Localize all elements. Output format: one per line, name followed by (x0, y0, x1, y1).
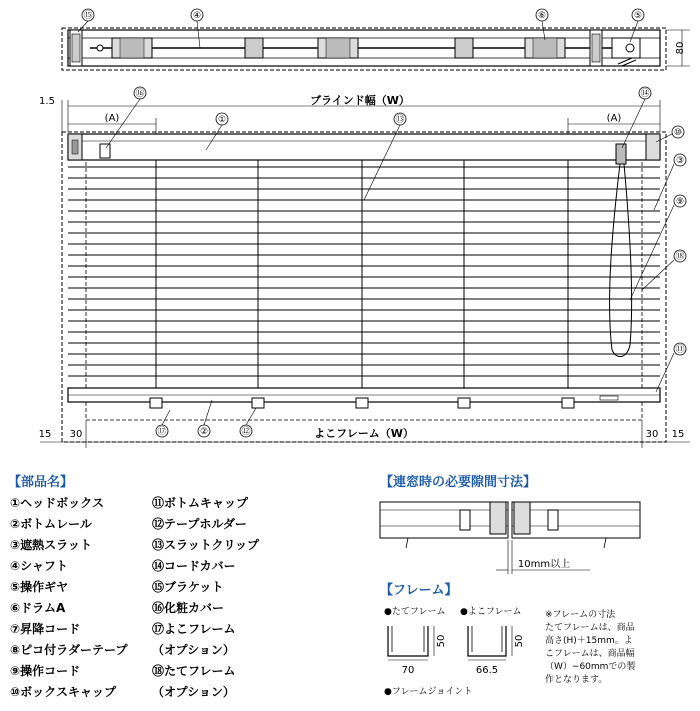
part-right-5: ⑮ブラケット (152, 580, 224, 594)
part-left-9: ⑨操作コード (10, 664, 81, 678)
svg-text:③: ③ (675, 156, 685, 166)
callout-5 (630, 9, 644, 42)
part-right-10: （オプション） (152, 685, 235, 699)
part-right-3: ⑬スラットクリップ (152, 538, 260, 552)
svg-text:⑭: ⑭ (640, 89, 650, 99)
part-left-8: ⑧ピコ付ラダーテープ (10, 643, 128, 657)
a-right-label: (A) (606, 113, 622, 124)
svg-text:④: ④ (192, 11, 202, 21)
frame-width-label: よこフレーム（W） (314, 427, 414, 440)
callout-2 (198, 400, 212, 437)
vertical-frame-label: ●たてフレーム (384, 607, 446, 617)
part-right-4: ⑭コードカバー (152, 559, 236, 573)
svg-text:②: ② (199, 427, 209, 437)
v-width-label: 70 (401, 665, 415, 676)
h-width-label: 66.5 (475, 665, 499, 676)
callout-17 (156, 410, 170, 437)
gap-section (380, 474, 640, 574)
part-left-2: ②ボトムレール (10, 517, 92, 531)
part-right-6: ⑯化粧カバー (152, 601, 225, 615)
part-right-8: （オプション） (152, 643, 235, 657)
slats (68, 167, 660, 376)
horizontal-frame-label: ●よこフレーム (460, 607, 522, 617)
svg-text:⑥: ⑥ (537, 11, 547, 21)
part-left-7: ⑦昇降コード (10, 622, 81, 636)
svg-text:⑪: ⑪ (675, 345, 685, 355)
part-right-1: ⑪ボトムキャップ (152, 496, 249, 510)
parts-list (8, 474, 260, 699)
callout-15 (78, 9, 94, 32)
callout-11 (656, 343, 686, 392)
frame-section (380, 582, 635, 697)
frame-right-30-label: 30 (645, 429, 659, 440)
height-80-label: 80 (675, 41, 686, 55)
frame-note-5: （W）−60mmでの製 (545, 662, 636, 672)
svg-text:⑰: ⑰ (157, 427, 167, 437)
callout-18 (642, 250, 686, 290)
frame-note-6: 作となります。 (545, 675, 608, 685)
blind-width-label: ブラインド幅（W） (310, 94, 410, 107)
frame-joint-label: ●フレームジョイント (384, 687, 473, 697)
frame-left-30-label: 30 (69, 429, 83, 440)
part-left-5: ⑤操作ギヤ (10, 580, 69, 594)
svg-text:⑮: ⑮ (83, 11, 93, 21)
svg-text:⑤: ⑤ (633, 11, 643, 21)
parts-heading: 【部品名】 (8, 475, 74, 490)
part-left-4: ④シャフト (10, 559, 68, 573)
head-box (68, 134, 660, 160)
svg-text:⑨: ⑨ (675, 197, 685, 207)
frame-left-15-label: 15 (38, 429, 52, 440)
frame-note-1: ※フレームの寸法 (545, 610, 616, 620)
front-view (39, 87, 690, 448)
a-left-label: (A) (104, 113, 120, 124)
frame-note-2: たてフレームは、商品 (545, 623, 635, 633)
part-left-3: ③遮熱スラット (10, 538, 92, 552)
svg-text:⑫: ⑫ (241, 427, 251, 437)
frame-right-15-label: 15 (671, 429, 685, 440)
v-height-label: 50 (436, 634, 447, 648)
part-right-7: ⑰よこフレーム (152, 622, 236, 636)
top-view (62, 9, 690, 70)
part-left-1: ①ヘッドボックス (10, 496, 105, 510)
frame-note-3: 高さ(H)＋15mm。よ (545, 636, 633, 646)
svg-text:⑯: ⑯ (135, 89, 145, 99)
part-right-2: ⑫テープホルダー (152, 517, 247, 531)
frame-note-4: こフレームは、商品幅 (545, 649, 635, 659)
svg-text:⑩: ⑩ (673, 128, 683, 138)
gap-dim-label: 10mm以上 (517, 559, 571, 570)
part-left-10: ⑩ボックスキャップ (10, 685, 117, 699)
callout-6 (536, 9, 548, 40)
part-right-9: ⑱たてフレーム (152, 664, 236, 678)
callout-12 (240, 408, 256, 437)
h-height-label: 50 (514, 634, 525, 648)
gap-heading: 【連窓時の必要隙間寸法】 (380, 475, 537, 490)
part-left-6: ⑥ドラムA (10, 601, 66, 615)
svg-text:⑬: ⑬ (395, 115, 405, 125)
svg-text:①: ① (217, 115, 227, 125)
frame-heading: 【フレーム】 (380, 583, 458, 598)
svg-text:⑱: ⑱ (675, 252, 685, 262)
left-margin-label: 1.5 (39, 96, 55, 107)
